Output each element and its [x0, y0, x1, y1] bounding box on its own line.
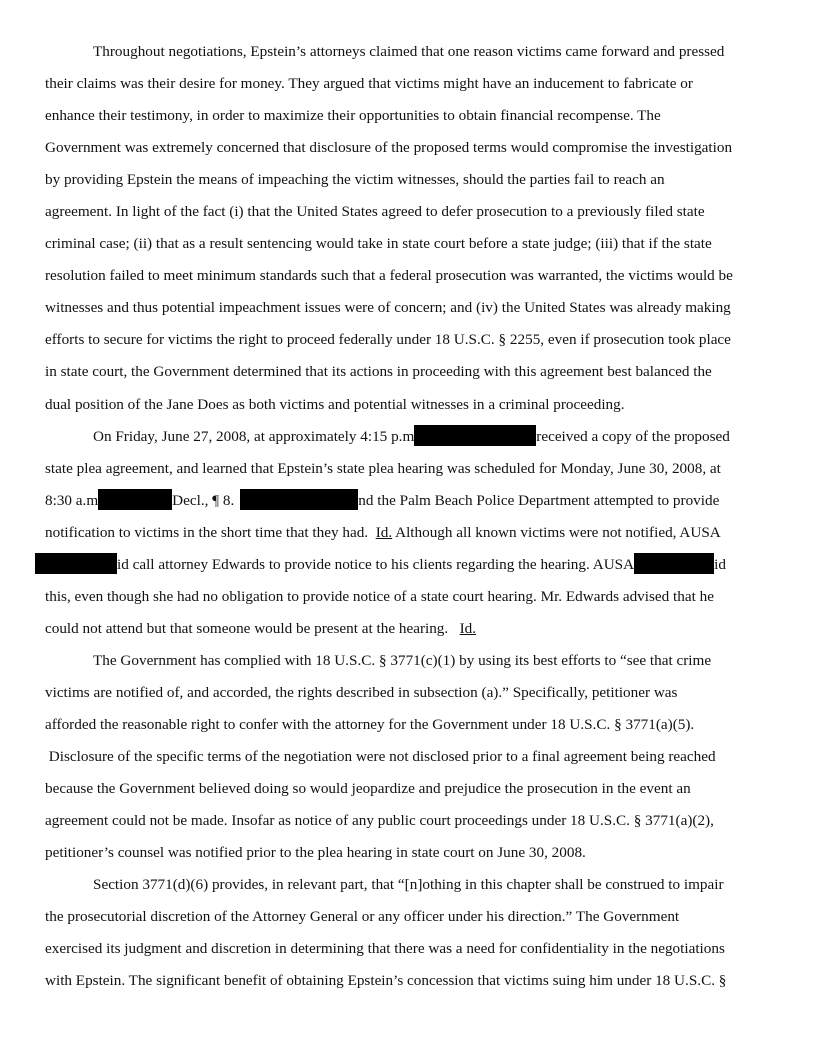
text-line-content: state plea agreement, and learned that Epstein’s state plea hearing was scheduled for Monday, June 30, 2008, at [45, 459, 721, 477]
text-line [45, 869, 772, 901]
text-segment: 8:30 a.m [45, 491, 99, 509]
text-line [45, 164, 772, 196]
text-line [45, 260, 772, 292]
redaction-block [240, 489, 358, 510]
text-segment: received a copy of the proposed [536, 427, 730, 445]
text-segment: could not attend but that someone would be present at the hearing. [45, 619, 449, 637]
text-line-content: enhance their testimony, in order to maximize their opportunities to obtain financial recompense. The [45, 107, 661, 125]
text-line [45, 805, 772, 837]
redaction-block [634, 553, 714, 574]
text-line [35, 549, 772, 581]
text-line [45, 36, 772, 68]
text-line [45, 132, 772, 164]
text-line-content: witnesses and thus potential impeachment issues were of concern; and (iv) the United States was already making [45, 299, 731, 317]
text-line [45, 613, 772, 645]
text-line-content: in state court, the Government determined that its actions in proceeding with this agreement best balanced the [45, 363, 712, 381]
text-line [45, 741, 772, 773]
text-line-content: criminal case; (ii) that as a result sentencing would take in state court before a state judge; (iii) that if the state [45, 235, 712, 253]
paragraph-discretion [45, 869, 772, 997]
text-line [45, 324, 772, 356]
citation-id: Id. [375, 523, 393, 541]
text-line-content: Disclosure of the specific terms of the negotiation were not disclosed prior to a final agreement being reached [45, 748, 716, 766]
text-line-content: Government was extremely concerned that disclosure of the proposed terms would compromise the investigation [45, 139, 733, 157]
text-line-content: Throughout negotiations, Epstein’s attorneys claimed that one reason victims came forward and pressed [93, 43, 725, 60]
text-line [45, 645, 772, 677]
text-line-content: petitioner’s counsel was notified prior to the plea hearing in state court on June 30, 2008. [45, 844, 586, 862]
redaction-block [98, 489, 172, 510]
text-line-content: agreement. In light of the fact (i) that the United States agreed to defer prosecution to a previously filed state [45, 203, 705, 221]
text-line [45, 773, 772, 805]
text-line [45, 677, 772, 709]
text-line [45, 837, 772, 869]
text-line [45, 965, 772, 997]
text-line-content: resolution failed to meet minimum standards such that a federal prosecution was warranted, the victims would be [45, 267, 733, 285]
text-segment: On Friday, June 27, 2008, at approximately 4:15 p.m [93, 427, 415, 445]
text-line [45, 581, 772, 613]
paragraph-negotiations [45, 36, 772, 421]
text-line-content: afforded the reasonable right to confer with the attorney for the Government under 18 U.S.C. § 3771(a)(5). [45, 715, 695, 733]
text-segment: notification to victims in the short time that they had. [45, 523, 369, 541]
text-line [45, 228, 772, 260]
text-line-content: because the Government believed doing so would jeopardize and prejudice the prosecution in the event an [45, 780, 691, 798]
text-line [45, 196, 772, 228]
text-line [45, 292, 772, 324]
redaction-block [414, 425, 536, 446]
redaction-block [35, 553, 117, 574]
text-segment: id [714, 555, 726, 573]
text-line [45, 100, 772, 132]
text-line-content: victims are notified of, and accorded, the rights described in subsection (a).” Specifically, petitioner was [45, 683, 678, 701]
text-line [45, 517, 772, 549]
text-line [45, 421, 772, 453]
text-line-content: efforts to secure for victims the right to proceed federally under 18 U.S.C. § 2255, even if prosecution took place [45, 331, 731, 349]
text-line [45, 901, 772, 933]
text-segment: id call attorney Edwards to provide notice to his clients regarding the hearing. AUSA [117, 555, 635, 573]
text-line [45, 68, 772, 100]
text-line-content: the prosecutorial discretion of the Attorney General or any officer under his direction.” The Government [45, 908, 680, 926]
text-line-content: Section 3771(d)(6) provides, in relevant part, that “[n]othing in this chapter shall be construed to impair [93, 876, 724, 894]
text-line-content: with Epstein. The significant benefit of obtaining Epstein’s concession that victims suing him under 18 U.S.C. § [45, 972, 727, 990]
document-page [45, 36, 772, 997]
text-line-content: exercised its judgment and discretion in determining that there was a need for confidentiality in the negotiations [45, 940, 725, 958]
text-line [45, 933, 772, 965]
text-line [45, 485, 772, 517]
text-line [45, 356, 772, 388]
text-segment: nd the Palm Beach Police Department attempted to provide [358, 491, 720, 509]
text-line-content: by providing Epstein the means of impeaching the victim witnesses, should the parties fail to reach an [45, 171, 665, 189]
citation-id: Id. [459, 619, 477, 637]
text-line [45, 389, 772, 421]
paragraph-compliance [45, 645, 772, 869]
text-segment: Although all known victims were not notified, AUSA [392, 523, 721, 541]
text-line-content: this, even though she had no obligation to provide notice of a state court hearing. Mr. Edwards advised that he [45, 587, 714, 605]
text-line [45, 453, 772, 485]
text-line-content: dual position of the Jane Does as both victims and potential witnesses in a criminal proceeding. [45, 395, 625, 413]
paragraph-notification [45, 421, 772, 645]
text-line-content: agreement could not be made. Insofar as notice of any public court proceedings under 18 U.S.C. § 3771(a)(2), [45, 812, 714, 830]
text-segment: Decl., ¶ 8. [172, 491, 235, 509]
text-line-content: their claims was their desire for money. They argued that victims might have an inducement to fabricate or [45, 75, 693, 93]
text-line [45, 709, 772, 741]
text-line-content: The Government has complied with 18 U.S.C. § 3771(c)(1) by using its best efforts to “see that crime [93, 651, 712, 669]
